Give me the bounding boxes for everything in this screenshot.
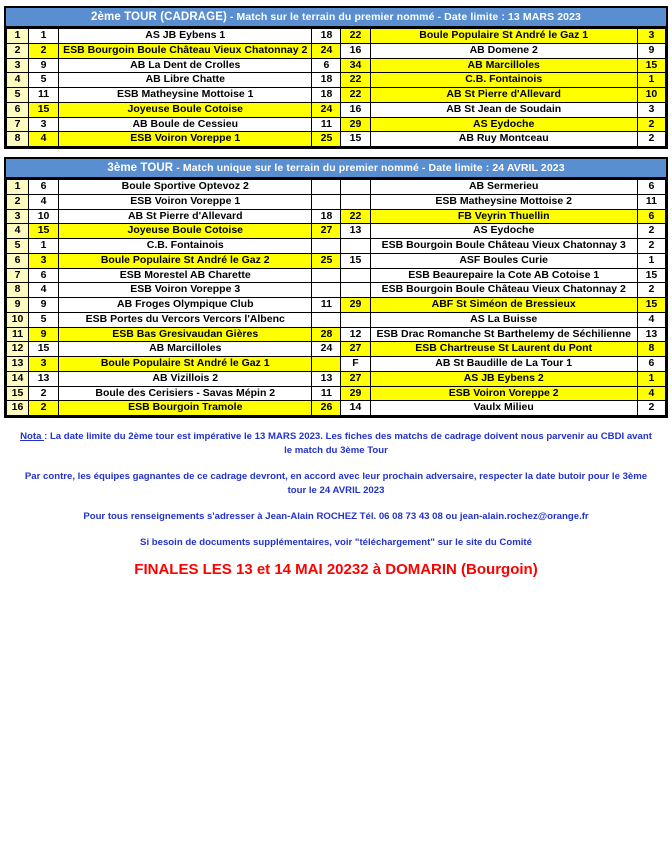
score-away: 14: [341, 401, 370, 416]
team-away: ASF Boules Curie: [370, 253, 637, 268]
table-row: [7, 239, 666, 254]
score-away: [341, 268, 370, 283]
nota-label: Nota: [20, 431, 45, 442]
seed-away: 6: [637, 357, 665, 372]
tournament-schedule-page: [0, 6, 672, 866]
seed-away: 4: [637, 312, 665, 327]
team-away: AB Sermerieu: [370, 180, 637, 195]
seed-away: 2: [637, 117, 665, 132]
team-home: AB Libre Chatte: [59, 73, 312, 88]
note-2: Par contre, les équipes gagnantes de ce cadrage devront, en accord avec leur prochain adversaire, respecter la date butoir pour le 3ème tour le 24 AVRIL 2023: [24, 470, 648, 496]
table-row: [7, 357, 666, 372]
table-row: [7, 29, 666, 44]
seed-home: 6: [29, 180, 59, 195]
seed-home: 15: [29, 102, 59, 117]
row-index: 7: [7, 268, 29, 283]
team-away: AB St Baudille de La Tour 1: [370, 357, 637, 372]
row-index: 2: [7, 194, 29, 209]
note-4-downloads: Si besoin de documents supplémentaires, voir "téléchargement" sur le site du Comité: [140, 536, 532, 548]
team-home: AB La Dent de Crolles: [59, 58, 312, 73]
team-away: FB Veyrin Thuellin: [370, 209, 637, 224]
table-row: [7, 312, 666, 327]
score-away: 15: [341, 253, 370, 268]
seed-home: 15: [29, 224, 59, 239]
seed-home: 3: [29, 117, 59, 132]
row-index: 8: [7, 283, 29, 298]
team-away: AB St Pierre d'Allevard: [370, 88, 637, 103]
score-home: 28: [312, 327, 341, 342]
score-away: [341, 194, 370, 209]
seed-away: 2: [637, 401, 665, 416]
score-away: 34: [341, 58, 370, 73]
tour3-title-bar: [6, 159, 666, 179]
score-home: 18: [312, 73, 341, 88]
row-index: 4: [7, 73, 29, 88]
team-away: ABF St Siméon de Bressieux: [370, 298, 637, 313]
score-home: 18: [312, 88, 341, 103]
score-home: 25: [312, 132, 341, 147]
team-away: AS Eydoche: [370, 117, 637, 132]
team-home: AB Marcilloles: [59, 342, 312, 357]
score-away: [341, 312, 370, 327]
score-away: 22: [341, 73, 370, 88]
team-home: Boule Populaire St André le Gaz 2: [59, 253, 312, 268]
table-row: [7, 268, 666, 283]
score-home: [312, 283, 341, 298]
table-row: [7, 386, 666, 401]
team-away: ESB Bourgoin Boule Château Vieux Chatonnay 3: [370, 239, 637, 254]
seed-away: 1: [637, 371, 665, 386]
team-home: AB Boule de Cessieu: [59, 117, 312, 132]
row-index: 1: [7, 29, 29, 44]
table-row: [7, 209, 666, 224]
tour3-title-main: 3ème TOUR: [107, 162, 174, 174]
seed-home: 5: [29, 312, 59, 327]
seed-home: 9: [29, 327, 59, 342]
seed-away: 3: [637, 102, 665, 117]
seed-home: 4: [29, 194, 59, 209]
score-away: 29: [341, 298, 370, 313]
score-away: 22: [341, 209, 370, 224]
row-index: 14: [7, 371, 29, 386]
team-home: C.B. Fontainois: [59, 239, 312, 254]
score-home: 11: [312, 117, 341, 132]
seed-home: 6: [29, 268, 59, 283]
table-row: [7, 73, 666, 88]
row-index: 16: [7, 401, 29, 416]
score-away: [341, 180, 370, 195]
tour2-title-main: 2ème TOUR (CADRAGE): [91, 11, 227, 23]
score-home: 27: [312, 224, 341, 239]
footer-notes: [0, 430, 672, 549]
team-away: AS La Buisse: [370, 312, 637, 327]
seed-away: 13: [637, 327, 665, 342]
score-home: [312, 268, 341, 283]
row-index: 1: [7, 180, 29, 195]
team-away: AB St Jean de Soudain: [370, 102, 637, 117]
row-index: 3: [7, 209, 29, 224]
table-row: [7, 194, 666, 209]
seed-away: 2: [637, 239, 665, 254]
score-home: [312, 312, 341, 327]
team-away: ESB Chartreuse St Laurent du Pont: [370, 342, 637, 357]
seed-home: 1: [29, 239, 59, 254]
team-away: ESB Voiron Voreppe 2: [370, 386, 637, 401]
seed-home: 2: [29, 386, 59, 401]
table-row: [7, 224, 666, 239]
row-index: 5: [7, 239, 29, 254]
score-home: 24: [312, 342, 341, 357]
score-away: [341, 239, 370, 254]
row-index: 9: [7, 298, 29, 313]
score-home: 13: [312, 371, 341, 386]
table-row: [7, 43, 666, 58]
row-index: 12: [7, 342, 29, 357]
seed-home: 9: [29, 298, 59, 313]
table-row: [7, 342, 666, 357]
team-away: Vaulx Milieu: [370, 401, 637, 416]
finales-banner: FINALES LES 13 et 14 MAI 20232 à DOMARIN (Bourgoin): [134, 561, 538, 579]
seed-away: 2: [637, 224, 665, 239]
seed-away: 6: [637, 180, 665, 195]
seed-home: 4: [29, 283, 59, 298]
row-index: 3: [7, 58, 29, 73]
score-home: 26: [312, 401, 341, 416]
table-row: [7, 117, 666, 132]
team-away: AB Domene 2: [370, 43, 637, 58]
team-home: Boule Sportive Optevoz 2: [59, 180, 312, 195]
seed-away: 3: [637, 29, 665, 44]
row-index: 10: [7, 312, 29, 327]
seed-away: 6: [637, 209, 665, 224]
note-nota: [16, 430, 656, 458]
score-away: F: [341, 357, 370, 372]
score-away: 22: [341, 29, 370, 44]
score-away: 27: [341, 371, 370, 386]
team-home: ESB Voiron Voreppe 1: [59, 194, 312, 209]
row-index: 2: [7, 43, 29, 58]
seed-home: 10: [29, 209, 59, 224]
row-index: 13: [7, 357, 29, 372]
team-home: ESB Portes du Vercors Vercors l'Albenc: [59, 312, 312, 327]
table-row: [7, 88, 666, 103]
team-home: ESB Matheysine Mottoise 1: [59, 88, 312, 103]
team-home: AB Vizillois 2: [59, 371, 312, 386]
team-away: C.B. Fontainois: [370, 73, 637, 88]
score-away: 15: [341, 132, 370, 147]
score-home: 6: [312, 58, 341, 73]
team-home: ESB Voiron Voreppe 3: [59, 283, 312, 298]
seed-home: 4: [29, 132, 59, 147]
row-index: 8: [7, 132, 29, 147]
score-home: 11: [312, 298, 341, 313]
row-index: 7: [7, 117, 29, 132]
seed-home: 3: [29, 357, 59, 372]
seed-home: 2: [29, 43, 59, 58]
table-row: [7, 102, 666, 117]
table-row: [7, 371, 666, 386]
tour3-title-detail: - Match unique sur le terrain du premier nommé - Date limite : 24 AVRIL 2023: [173, 162, 565, 174]
score-away: 27: [341, 342, 370, 357]
score-away: 16: [341, 102, 370, 117]
table-row: [7, 283, 666, 298]
score-home: [312, 239, 341, 254]
score-away: 22: [341, 88, 370, 103]
team-home: Boule Populaire St André le Gaz 1: [59, 357, 312, 372]
team-away: ESB Bourgoin Boule Château Vieux Chatonnay 2: [370, 283, 637, 298]
tour2-table: [6, 28, 666, 147]
note-3-contact: Pour tous renseignements s'adresser à Jean-Alain ROCHEZ Tél. 06 08 73 43 08 ou jean-alain.rochez@orange.fr: [83, 510, 589, 522]
team-home: AB Froges Olympique Club: [59, 298, 312, 313]
score-home: 25: [312, 253, 341, 268]
tour3-table: [6, 179, 666, 416]
tour2-block: [4, 6, 668, 149]
seed-away: 11: [637, 194, 665, 209]
row-index: 5: [7, 88, 29, 103]
tour2-title-bar: [6, 8, 666, 28]
seed-home: 1: [29, 29, 59, 44]
team-home: Joyeuse Boule Cotoise: [59, 224, 312, 239]
score-home: [312, 180, 341, 195]
score-home: 24: [312, 43, 341, 58]
score-away: 29: [341, 386, 370, 401]
score-home: [312, 357, 341, 372]
seed-home: 9: [29, 58, 59, 73]
table-row: [7, 180, 666, 195]
team-home: AB St Pierre d'Allevard: [59, 209, 312, 224]
seed-away: 9: [637, 43, 665, 58]
team-away: AS JB Eybens 2: [370, 371, 637, 386]
team-home: Boule des Cerisiers - Savas Mépin 2: [59, 386, 312, 401]
team-home: AS JB Eybens 1: [59, 29, 312, 44]
team-home: ESB Bas Gresivaudan Gières: [59, 327, 312, 342]
seed-away: 15: [637, 58, 665, 73]
seed-away: 15: [637, 298, 665, 313]
score-away: 12: [341, 327, 370, 342]
score-away: 13: [341, 224, 370, 239]
seed-home: 11: [29, 88, 59, 103]
row-index: 6: [7, 253, 29, 268]
score-home: 18: [312, 29, 341, 44]
score-home: 18: [312, 209, 341, 224]
team-away: Boule Populaire St André le Gaz 1: [370, 29, 637, 44]
team-away: AB Marcilloles: [370, 58, 637, 73]
seed-home: 13: [29, 371, 59, 386]
team-home: ESB Voiron Voreppe 1: [59, 132, 312, 147]
row-index: 6: [7, 102, 29, 117]
seed-away: 1: [637, 253, 665, 268]
seed-home: 5: [29, 73, 59, 88]
tour2-title-detail: - Match sur le terrain du premier nommé - Date limite : 13 MARS 2023: [226, 11, 581, 23]
table-row: [7, 298, 666, 313]
note-1-text: : La date limite du 2ème tour est impérative le 13 MARS 2023. Les fiches des matchs de cadrage doivent nous parvenir au CBDI avant le match du 3ème Tour: [44, 431, 652, 456]
table-row: [7, 58, 666, 73]
row-index: 11: [7, 327, 29, 342]
table-row: [7, 401, 666, 416]
team-home: ESB Bourgoin Tramole: [59, 401, 312, 416]
team-home: Joyeuse Boule Cotoise: [59, 102, 312, 117]
seed-away: 2: [637, 283, 665, 298]
table-row: [7, 327, 666, 342]
seed-home: 3: [29, 253, 59, 268]
team-home: ESB Bourgoin Boule Château Vieux Chatonnay 2: [59, 43, 312, 58]
seed-home: 2: [29, 401, 59, 416]
row-index: 4: [7, 224, 29, 239]
row-index: 15: [7, 386, 29, 401]
seed-away: 15: [637, 268, 665, 283]
table-row: [7, 132, 666, 147]
table-row: [7, 253, 666, 268]
score-away: 29: [341, 117, 370, 132]
seed-away: 10: [637, 88, 665, 103]
team-home: ESB Morestel AB Charette: [59, 268, 312, 283]
team-away: AS Eydoche: [370, 224, 637, 239]
score-away: 16: [341, 43, 370, 58]
seed-away: 4: [637, 386, 665, 401]
seed-home: 15: [29, 342, 59, 357]
score-home: [312, 194, 341, 209]
score-home: 11: [312, 386, 341, 401]
seed-away: 1: [637, 73, 665, 88]
score-home: 24: [312, 102, 341, 117]
team-away: ESB Beaurepaire la Cote AB Cotoise 1: [370, 268, 637, 283]
team-away: ESB Matheysine Mottoise 2: [370, 194, 637, 209]
seed-away: 2: [637, 132, 665, 147]
team-away: AB Ruy Montceau: [370, 132, 637, 147]
tour3-block: [4, 157, 668, 418]
score-away: [341, 283, 370, 298]
seed-away: 8: [637, 342, 665, 357]
team-away: ESB Drac Romanche St Barthelemy de Séchilienne: [370, 327, 637, 342]
